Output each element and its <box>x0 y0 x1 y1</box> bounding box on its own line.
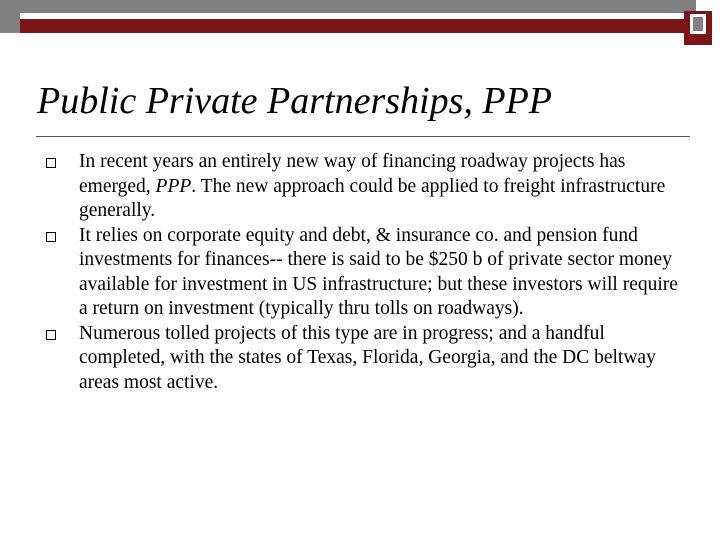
header-gray-bar <box>0 0 696 13</box>
title-divider <box>36 136 690 137</box>
header-gray-notch <box>693 17 703 31</box>
bullet-item <box>44 224 684 322</box>
slide-title: Public Private Partnerships, PPP <box>37 80 553 122</box>
header-gray-corner <box>0 13 20 33</box>
hollow-square-bullet-icon <box>46 232 56 242</box>
bullet-item <box>44 322 684 396</box>
decorative-header-band <box>0 0 720 46</box>
bullet-text-part: In recent years an entirely new way of financing roadway projects has emerged, <box>79 151 626 197</box>
bullet-item <box>44 150 684 224</box>
bullet-text <box>79 150 684 224</box>
bullet-list <box>44 150 684 395</box>
bullet-text: Numerous tolled projects of this type are in progress; and a handful completed, with the states of Texas, Florida, Georgia, and the DC beltway areas most active. <box>79 322 656 393</box>
hollow-square-bullet-icon <box>46 330 56 340</box>
header-red-bar <box>20 19 694 33</box>
bullet-text: It relies on corporate equity and debt, & insurance co. and pension fund investments for finances-- there is said to be $250 b of private sector money available for investment in US infrastructure; but these investors will require a return on investment (typically thru tolls on roadways). <box>79 224 678 319</box>
bullet-text-part: . The new approach could be applied to freight infrastructure generally. <box>79 175 666 221</box>
bullet-emphasis: PPP <box>155 175 192 197</box>
hollow-square-bullet-icon <box>46 158 56 168</box>
